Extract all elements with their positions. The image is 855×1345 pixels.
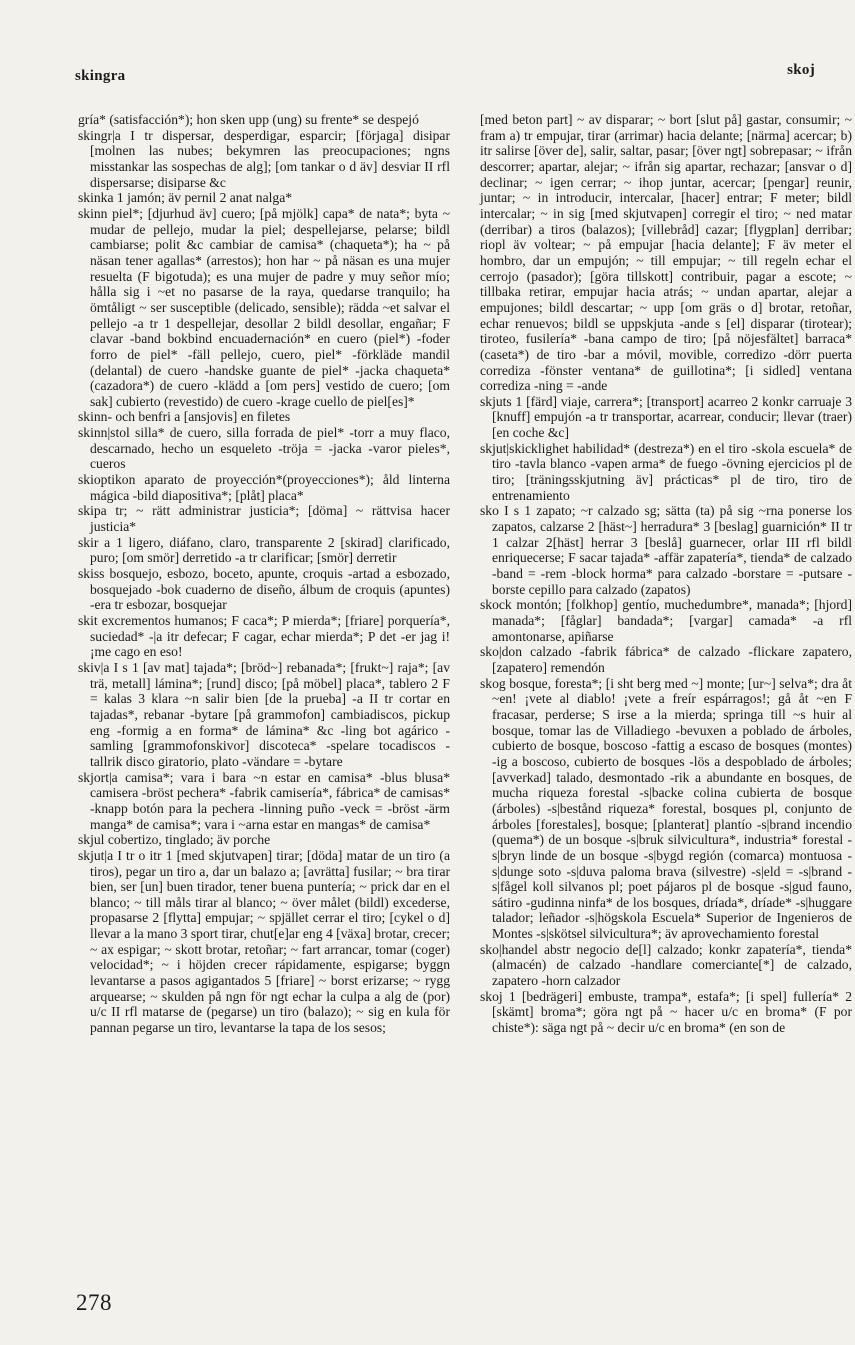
dictionary-entry: skipa tr; ~ rätt administrar justicia*; [döma] ~ rättvisa hacer justicia* [78, 503, 450, 535]
dictionary-entry: sko|don calzado -fabrik fábrica* de calzado -flickare zapatero, [zapatero] remendón [480, 644, 852, 675]
page-number: 278 [76, 1290, 112, 1315]
left-column [78, 112, 450, 1036]
dictionary-entry: skinn- och benfri a [ansjovis] en filetes [78, 409, 291, 425]
dictionary-entry: skiss bosquejo, esbozo, boceto, apunte, croquis -artad a esbozado, bosquejado -bok cuaderno de diseño, álbum de croquis (apuntes) -era tr esbozar, bosquejar [78, 566, 450, 613]
dictionary-entry: skiv|a I s 1 [av mat] tajada*; [bröd~] rebanada*; [frukt~] raja*; [av trä, metall] lámina*; [rund] disco; [på möbel] placa*, tablero 2 F = kalas 3 klara ~n salir bien [de la prueba] -a II tr cortar en tajadas*, rebanar -bytare [på grammofon] cambiadiscos, pickup eng -formig a en forma* de lámina* &c -ling bot agárico -samling [grammofonskivor] discoteca* -spelare tocadiscos -tallrik disco giratorio, plato -vändare = -bytare [78, 659, 450, 769]
dictionary-entry: sko I s 1 zapato; ~r calzado sg; sätta (ta) på sig ~rna ponerse los zapatos, calzarse 2 [häst~] herradura* 3 [beslag] guarnición* II tr 1 calzar 2[häst] herrar 3 [beslå] guarnecer, orlar III rfl bildl enriquecerse; F sacar tajada* -affär zapatería*, tienda* de calzado -band = -rem -block horma* para calzado -borstare = -putsare -borste cepillo para calzado (zapatos) [480, 503, 852, 597]
dictionary-entry: skjut|skicklighet habilidad* (destreza*) en el tiro -skola escuela* de tiro -tavla blanco -vapen arma* de fuego -övning ejercicios pl de tiro; [träningsskjutning äv] prácticas* pl de tiro, tiro de entrenamiento [480, 440, 852, 503]
dictionary-entry: skioptikon aparato de proyección*(proyecciones*); åld linterna mágica -bild diapositiva*; [plåt] placa* [78, 472, 450, 503]
dictionary-entry: skjort|a camisa*; vara i bara ~n estar en camisa* -blus blusa* camisera -bröst pechera* -fabrik camisería*, fábrica* de camisas* -knapp botón para la pechera -linning puño -veck = -bröst -ärm manga* de camisa*; vara i ~arna estar en mangas* de camisa* [78, 769, 450, 832]
dictionary-entry: skingr|a I tr dispersar, desperdigar, esparcir; [förjaga] disipar [molnen las nubes; bekymren las preocupaciones; ngns misstankar las sospechas de alg]; [om tankar o d äv] desviar II rfl dispersarse; disiparse &c [78, 127, 450, 190]
dictionary-entry: skoj 1 [bedrägeri] embuste, trampa*, estafa*; [i spel] fullería* 2 [skämt] broma*; göra ngt på ~ hacer u/c en broma* (F por chiste*): säga ngt på ~ decir u/c en broma* (en son de [480, 988, 852, 1036]
dictionary-entry: skinn|stol silla* de cuero, silla forrada de piel* -torr a muy flaco, descarnado, hecho un esqueleto -tröja = -jacka -varor pieles*, cueros [78, 425, 450, 472]
dictionary-entry: skock montón; [folkhop] gentío, muchedumbre*, manada*; [hjord] manada*; [fåglar] bandada*; [vargar] camada* -a rfl amontonarse, apiñarse [480, 597, 852, 644]
dictionary-entry: skjut|a I tr o itr 1 [med skjutvapen] tirar; [döda] matar de un tiro (a tiros), pegar un tiro a, dar un balazo a; [avrätta] fusilar; ~ bra tirar bien, ser [un] buen tirador, tener buena puntería; ~ prick dar en el blanco; ~ till måls tirar al blanco; ~ över målet (bildl) excederse, propasarse 2 [flytta] empujar; ~ spjället cerrar el tiro; [cykel o d] llevar a la mano 3 sport tirar, chut[e]ar eng 4 [växa] brotar, crecer; ~ ax espigar; ~ skott brotar, retoñar; ~ fart arrancar, tomar (coger) velocidad*; ~ i höjden crecer rápidamente, espigarse; byggn levantarse a pasos agigantados 5 [friare] ~ borst erizarse; ~ rygg arquearse; ~ skulden på ngn för ngt echar la culpa a alg de (por) u/c II rfl matarse de (pegarse) un tiro (balazo); ~ sig en kula för pannan pegarse un tiro, levantarse la tapa de los sesos; [78, 847, 450, 1036]
guide-word-left: skingra [75, 68, 126, 84]
right-column [480, 112, 852, 1036]
dictionary-entry: skit excrementos humanos; F caca*; P mierda*; [friare] porquería*, suciedad* -|a itr defecar; F cagar, echar mierda*; P det -er jag i! ¡me cago en eso! [78, 613, 450, 660]
dictionary-entry: skir a 1 ligero, diáfano, claro, transparente 2 [skirad] clarificado, puro; [om smör] derretido -a tr clarificar; [smör] derretir [78, 534, 450, 566]
guide-word-right: skoj [787, 62, 815, 78]
dictionary-entry: skinn piel*; [djurhud äv] cuero; [på mjölk] capa* de nata*; byta ~ mudar de pellejo, mudar la piel; despellejarse, pelarse; bildl cambiarse; polit &c cambiar de camisa* (chaqueta*); ha ~ på näsan tener agallas* (arrestos); hon har ~ på näsan es una mujer resuelta (F bigotuda); es una mujer de padre y muy señor mío; hålla sig i ~et no pasarse de la raya, quedarse tranquilo; ha ömtåligt ~ ser susceptible (delicado, sensible); rädda ~et salvar el pellejo -a tr 1 despellejar, desollar 2 bildl desollar, engañar; F clavar -band bokbind encuadernación* en cuero (piel*) -foder forro de piel* -fäll pellejo, cuero, piel* -förkläde mandil (delantal) de cuero -handske guante de piel* -jacka chaqueta* (cazadora*) de cuero -klädd a [om pers] vestido de cuero; [om sak] cubierto (revestido) de cuero -krage cuello de piel[es]* [78, 205, 450, 409]
dictionary-entry: skjuts 1 [färd] viaje, carrera*; [transport] acarreo 2 konkr carruaje 3 [knuff] empujón -a tr transportar, acarrear, conducir; llevar (traer) [en coche &c] [480, 393, 852, 441]
dictionary-entry: sko|handel abstr negocio de[l] calzado; konkr zapatería*, tienda* (almacén) de calzado -handlare comerciante[*] de calzado, zapatero -horn calzador [480, 941, 852, 989]
dictionary-entry: skjul cobertizo, tinglado; äv porche [78, 832, 271, 848]
dictionary-entry: gría* (satisfacción*); hon sken upp (ung) su frente* se despejó [78, 112, 419, 127]
dictionary-entry: skinka 1 jamón; äv pernil 2 anat nalga* [78, 190, 293, 206]
dictionary-entry: [med beton part] ~ av disparar; ~ bort [slut på] gastar, consumir; ~ fram a) tr empujar, tirar (arrimar) hacia delante; [närma] acercar; b) itr salirse [över de], salir, saltar, pasar; [över ngt] sobrepasar; ~ ifrån descorrer; apartar, alejar; ~ ifrån sig apartar, rechazar; [ansvar o d] declinar; ~ igen cerrar; ~ ihop juntar, acercar; [pengar] reunir, juntar; ~ in introducir, intercalar, [hacer] entrar; F meter; bildl intercalar; ~ in sig [med skjutvapen] corregir el tiro; ~ ned matar (derribar) a tiros (balazos); [villebråd] cazar; [flygplan] derribar; riopl äv voltear; ~ på empujar [hacia delante]; F äv meter el hombro, dar un empujón; ~ till empujar; ~ till regeln echar el cerrojo (pasador); [göra tillskott] contribuir, pagar a escote; ~ tillbaka retirar, empujar hacia atrás; ~ undan apartar, alejar a empujones; bildl descartar; ~ upp [om gräs o d] brotar, retoñar, echar renuevos; bildl se uppskjuta -ande s [el] disparar (tirotear); tiroteo, fusilería* -bana campo de tiro; [på nöjesfältet] barraca* (caseta*) de tiro -bar a móvil, movible, corredizo -dörr puerta corrediza -fönster ventana* de guillotina*; [i sidled] ventana corrediza -ning = -ande [480, 112, 852, 394]
dictionary-entry: skog bosque, foresta*; [i sht berg med ~] monte; [ur~] selva*; dra åt ~en! ¡vete al diablo! ¡vete a freír espárragos!; gå åt ~en F fracasar, perderse; S irse a la mierda; springa till ~s huir al bosque, tomar las de Villadiego -bevuxen a poblado de árboles, cubierto de bosque, boscoso -fattig a escaso de bosques (montes) -ig a boscoso, cubierto de bosques -lös a despoblado de árboles; [avverkad] talado, desmontado -rik a abundante en bosques, de mucha riqueza forestal -s|backe colina cubierta de bosque (árboles) -s|bestånd riqueza* forestal, bosques pl, conjunto de árboles [forestales], bosque; [planterat] plantío -s|brand incendio (quema*) de un bosque -s|bruk silvicultura*, industria* forestal -s|bryn linde de un bosque -s|bygd región (comarca) montuosa -s|dunge soto -s|duva paloma brava (silvestre) -s|eld = -s|brand -s|fågel koll silvanos pl; poet pájaros pl de bosque -s|gud fauno, sátiro -gudinna ninfa* de los bosques, dríada*, dríade* -s|huggare talador; leñador -s|högskola Escuela* Superior de Ingenieros de Montes -s|skötsel silvicultura*; äv aprovechamiento forestal [480, 675, 852, 942]
